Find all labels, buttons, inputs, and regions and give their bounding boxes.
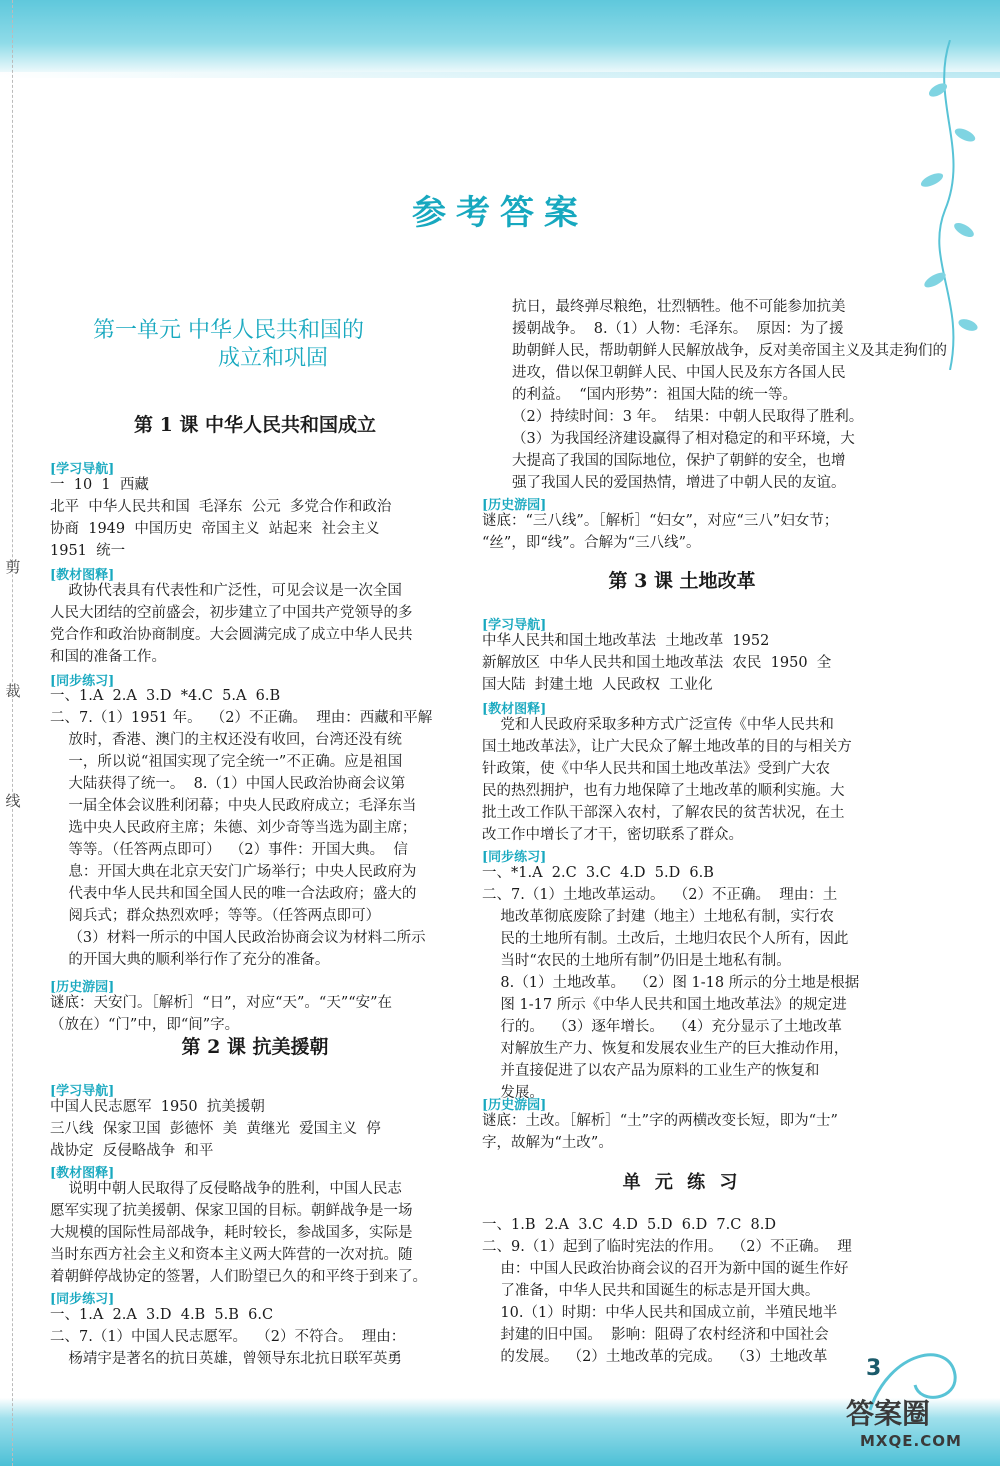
lesson2-cont-1: 抗日，最终弹尽粮绝，壮烈牺牲。他不可能参加抗美 bbox=[512, 299, 846, 315]
lesson3-practice-8: 行的。 （3）逐年增长。 （4）充分显示了土地改革 bbox=[482, 1019, 842, 1035]
lesson3-practice-2: 二、7.（1）土地改革运动。 （2）不正确。 理由：土 bbox=[482, 887, 838, 903]
watermark-logo: 答案圈 bbox=[846, 1397, 931, 1430]
lesson2-figure-1: 说明中朝人民取得了反侵略战争的胜利，中国人民志 bbox=[50, 1181, 402, 1197]
lesson1-practice-5: 大陆获得了统一。 8.（1）中国人民政治协商会议第 bbox=[50, 776, 406, 792]
lesson2-garden-label: [ 历史游园 ] bbox=[482, 494, 546, 513]
unit-title-line2: 成立和巩固 bbox=[218, 346, 329, 371]
lesson1-guide-3: 协商 1949 中国历史 帝国主义 站起来 社会主义 bbox=[50, 521, 380, 537]
unit-practice-4: 了准备，中华人民共和国诞生的标志是开国大典。 bbox=[482, 1283, 820, 1299]
lesson1-practice-7: 选中央人民政府主席；朱德、刘少奇等当选为副主席； bbox=[50, 820, 417, 836]
lesson3-garden-2: 字，故解为“土改”。 bbox=[482, 1135, 613, 1151]
lesson3-guide-2: 新解放区 中华人民共和国土地改革法 农民 1950 全 bbox=[482, 655, 832, 671]
lesson2-figure-5: 着朝鲜停战协定的签署，人们盼望已久的和平终于到来了。 bbox=[50, 1269, 427, 1285]
lesson3-figure-label: [ 教材图释 ] bbox=[482, 698, 546, 717]
lesson2-cont-2: 援朝战争。 8.（1）人物：毛泽东。 原因：为了援 bbox=[512, 321, 844, 337]
lesson1-practice-4: 一，所以说“祖国实现了完全统一”不正确。应是祖国 bbox=[50, 754, 403, 770]
lesson3-figure-1: 党和人民政府采取多种方式广泛宣传《中华人民共和 bbox=[482, 717, 834, 733]
lesson1-practice-label: [ 同步练习 ] bbox=[50, 670, 114, 689]
lesson2-cont-7: （3）为我国经济建设赢得了相对稳定的和平环境，大 bbox=[512, 431, 855, 447]
lesson2-cont-3: 助朝鲜人民，帮助朝鲜人民解放战争，反对美帝国主义及其走狗们的 bbox=[512, 343, 947, 359]
lesson1-practice-11: 阅兵式；群众热烈欢呼；等等。（任答两点即可） bbox=[50, 908, 381, 924]
lesson3-garden-1: 谜底：土改。［解析］“土”字的两横改变长短，即为“士” bbox=[482, 1113, 838, 1129]
lesson2-practice-3: 杨靖宇是著名的抗日英雄，曾领导东北抗日联军英勇 bbox=[50, 1351, 402, 1367]
lesson3-guide-3: 国大陆 封建土地 人民政权 工业化 bbox=[482, 677, 713, 693]
lesson2-figure-3: 大规模的国际性局部战争，耗时较长，参战国多，实际是 bbox=[50, 1225, 413, 1241]
lesson3-practice-7: 图 1-17 所示《中华人民共和国土地改革法》的规定进 bbox=[482, 997, 847, 1013]
lesson2-cont-6: （2）持续时间：3 年。 结果：中朝人民取得了胜利。 bbox=[512, 409, 864, 425]
lesson1-practice-10: 代表中华人民共和国全国人民的唯一合法政府；盛大的 bbox=[50, 886, 417, 902]
lesson2-title: 第 2 课 抗美援朝 bbox=[181, 1036, 329, 1058]
lesson3-figure-6: 改工作中增长了才干，密切联系了群众。 bbox=[482, 827, 743, 843]
lesson1-title: 第 1 课 中华人民共和国成立 bbox=[133, 414, 377, 436]
lesson3-practice-6: 8.（1）土地改革。 （2）图 1-18 所示的分土地是根据 bbox=[482, 975, 860, 991]
lesson2-figure-4: 当时东西方社会主义和资本主义两大阵营的一次对抗。随 bbox=[50, 1247, 413, 1263]
lesson2-garden-2: “丝”，即“线”。合解为“三八线”。 bbox=[482, 535, 701, 551]
lesson1-practice-1: 一、1.A 2.A 3.D *4.C 5.A 6.B bbox=[50, 688, 281, 704]
lesson2-guide-2: 三八线 保家卫国 彭德怀 美 黄继光 爱国主义 停 bbox=[50, 1121, 381, 1137]
cut-mark-3: 线 bbox=[5, 792, 21, 810]
unit-practice-6: 封建的旧中国。 影响：阻碍了农村经济和中国社会 bbox=[482, 1327, 829, 1343]
lesson3-practice-9: 对解放生产力、恢复和发展农业生产的巨大推动作用， bbox=[482, 1041, 849, 1057]
unit-practice-3: 由：中国人民政治协商会议的召开为新中国的诞生作好 bbox=[482, 1261, 849, 1277]
lesson2-cont-8: 大提高了我国的国际地位，保护了朝鲜的安全，也增 bbox=[512, 453, 846, 469]
lesson1-guide-4: 1951 统一 bbox=[50, 543, 126, 559]
lesson2-practice-label: [ 同步练习 ] bbox=[50, 1288, 114, 1307]
lesson2-practice-1: 一、1.A 2.A 3.D 4.B 5.B 6.C bbox=[50, 1307, 274, 1323]
unit-title-line1: 第一单元 中华人民共和国的 bbox=[93, 318, 364, 343]
watermark-url: MXQE.COM bbox=[860, 1432, 962, 1450]
lesson3-figure-5: 批土改工作队干部深入农村，了解农民的贫苦状况，在土 bbox=[482, 805, 845, 821]
lesson1-garden-1: 谜底：天安门。［解析］“日”，对应“天”。“天”“安”在 bbox=[50, 995, 393, 1011]
unit-practice-5: 10.（1）时期：中华人民共和国成立前，半殖民地半 bbox=[482, 1305, 838, 1321]
lesson3-guide-label: [ 学习导航 ] bbox=[482, 614, 546, 633]
lesson2-figure-label: [ 教材图释 ] bbox=[50, 1162, 114, 1181]
lesson3-practice-1: 一、*1.A 2.C 3.C 4.D 5.D 6.B bbox=[482, 865, 714, 881]
lesson3-figure-4: 民的热烈拥护，也有力地保障了土地改革的顺利实施。大 bbox=[482, 783, 845, 799]
lesson3-practice-3: 地改革彻底废除了封建（地主）土地私有制，实行农 bbox=[482, 909, 834, 925]
lesson1-garden-2: （放在）“门”中，即“间”字。 bbox=[50, 1017, 240, 1033]
lesson2-guide-1: 中国人民志愿军 1950 抗美援朝 bbox=[50, 1099, 265, 1115]
lesson3-figure-2: 国土地改革法》，让广大民众了解土地改革的目的与相关方 bbox=[482, 739, 852, 755]
lesson3-title: 第 3 课 土地改革 bbox=[608, 570, 756, 592]
lesson1-figure-2: 人民大团结的空前盛会，初步建立了中国共产党领导的多 bbox=[50, 605, 413, 621]
lesson2-guide-label: [ 学习导航 ] bbox=[50, 1080, 114, 1099]
top-decor-band bbox=[0, 0, 1000, 78]
lesson1-practice-8: 等等。（任答两点即可） （2）事件：开国大典。 信 bbox=[50, 842, 408, 858]
lesson1-practice-3: 放时，香港、澳门的主权还没有收回，台湾还没有统 bbox=[50, 732, 402, 748]
lesson3-practice-4: 民的土地所有制。土改后，土地归农民个人所有，因此 bbox=[482, 931, 849, 947]
page-title: 参考答案 bbox=[412, 193, 588, 233]
lesson2-guide-3: 战协定 反侵略战争 和平 bbox=[50, 1143, 214, 1159]
lesson1-guide-label: [ 学习导航 ] bbox=[50, 458, 114, 477]
lesson2-garden-1: 谜底：“三八线”。［解析］“妇女”，对应“三八”妇女节； bbox=[482, 513, 839, 529]
unit-practice-title: 单 元 练 习 bbox=[622, 1172, 742, 1193]
lesson1-guide-2: 北平 中华人民共和国 毛泽东 公元 多党合作和政治 bbox=[50, 499, 392, 515]
lesson3-practice-10: 并直接促进了以农产品为原料的工业生产的恢复和 bbox=[482, 1063, 820, 1079]
lesson1-figure-4: 和国的准备工作。 bbox=[50, 649, 166, 665]
lesson3-garden-label: [ 历史游园 ] bbox=[482, 1094, 546, 1113]
lesson1-garden-label: [ 历史游园 ] bbox=[50, 976, 114, 995]
unit-practice-7: 的发展。 （2）土地改革的完成。 （3）土地改革 bbox=[482, 1349, 828, 1365]
lesson3-practice-11: 发展。 bbox=[482, 1085, 544, 1101]
lesson1-practice-13: 的开国大典的顺利举行作了充分的准备。 bbox=[50, 952, 330, 968]
lesson1-figure-3: 党合作和政治协商制度。大会圆满完成了成立中华人民共 bbox=[50, 627, 413, 643]
lesson3-guide-1: 中华人民共和国土地改革法 土地改革 1952 bbox=[482, 633, 770, 649]
lesson1-guide-1: 一 10 1 西藏 bbox=[50, 477, 149, 493]
lesson1-practice-12: （3）材料一所示的中国人民政治协商会议为材料二所示 bbox=[50, 930, 426, 946]
lesson2-cont-9: 强了我国人民的爱国热情，增进了中朝人民的友谊。 bbox=[512, 475, 846, 491]
lesson1-figure-1: 政协代表具有代表性和广泛性，可见会议是一次全国 bbox=[50, 583, 402, 599]
lesson2-cont-4: 进攻，借以保卫朝鲜人民、中国人民及东方各国人民 bbox=[512, 365, 846, 381]
lesson1-figure-label: [ 教材图释 ] bbox=[50, 564, 114, 583]
lesson3-practice-5: 当时“农民的土地所有制”仍旧是土地私有制。 bbox=[482, 953, 791, 969]
cut-mark-2: 裁 bbox=[5, 682, 21, 700]
unit-practice-2: 二、9.（1）起到了临时宪法的作用。 （2）不正确。 理 bbox=[482, 1239, 852, 1255]
lesson2-practice-2: 二、7.（1）中国人民志愿军。 （2）不符合。 理由： bbox=[50, 1329, 406, 1345]
lesson2-cont-5: 的利益。 “国内形势”：祖国大陆的统一等。 bbox=[512, 387, 798, 403]
cut-mark-1: 剪 bbox=[5, 558, 21, 576]
page-number: 3 bbox=[866, 1356, 882, 1381]
lesson3-practice-label: [ 同步练习 ] bbox=[482, 846, 546, 865]
lesson2-figure-2: 愿军实现了抗美援朝、保家卫国的目标。朝鲜战争是一场 bbox=[50, 1203, 413, 1219]
lesson3-figure-3: 针政策，使《中华人民共和国土地改革法》受到广大农 bbox=[482, 761, 830, 777]
lesson1-practice-2: 二、7.（1）1951 年。 （2）不正确。 理由：西藏和平解 bbox=[50, 710, 433, 726]
lesson1-practice-9: 息：开国大典在北京天安门广场举行；中央人民政府为 bbox=[50, 864, 417, 880]
lesson1-practice-6: 一届全体会议胜利闭幕；中央人民政府成立；毛泽东当 bbox=[50, 798, 417, 814]
unit-practice-1: 一、1.B 2.A 3.C 4.D 5.D 6.D 7.C 8.D bbox=[482, 1217, 777, 1233]
